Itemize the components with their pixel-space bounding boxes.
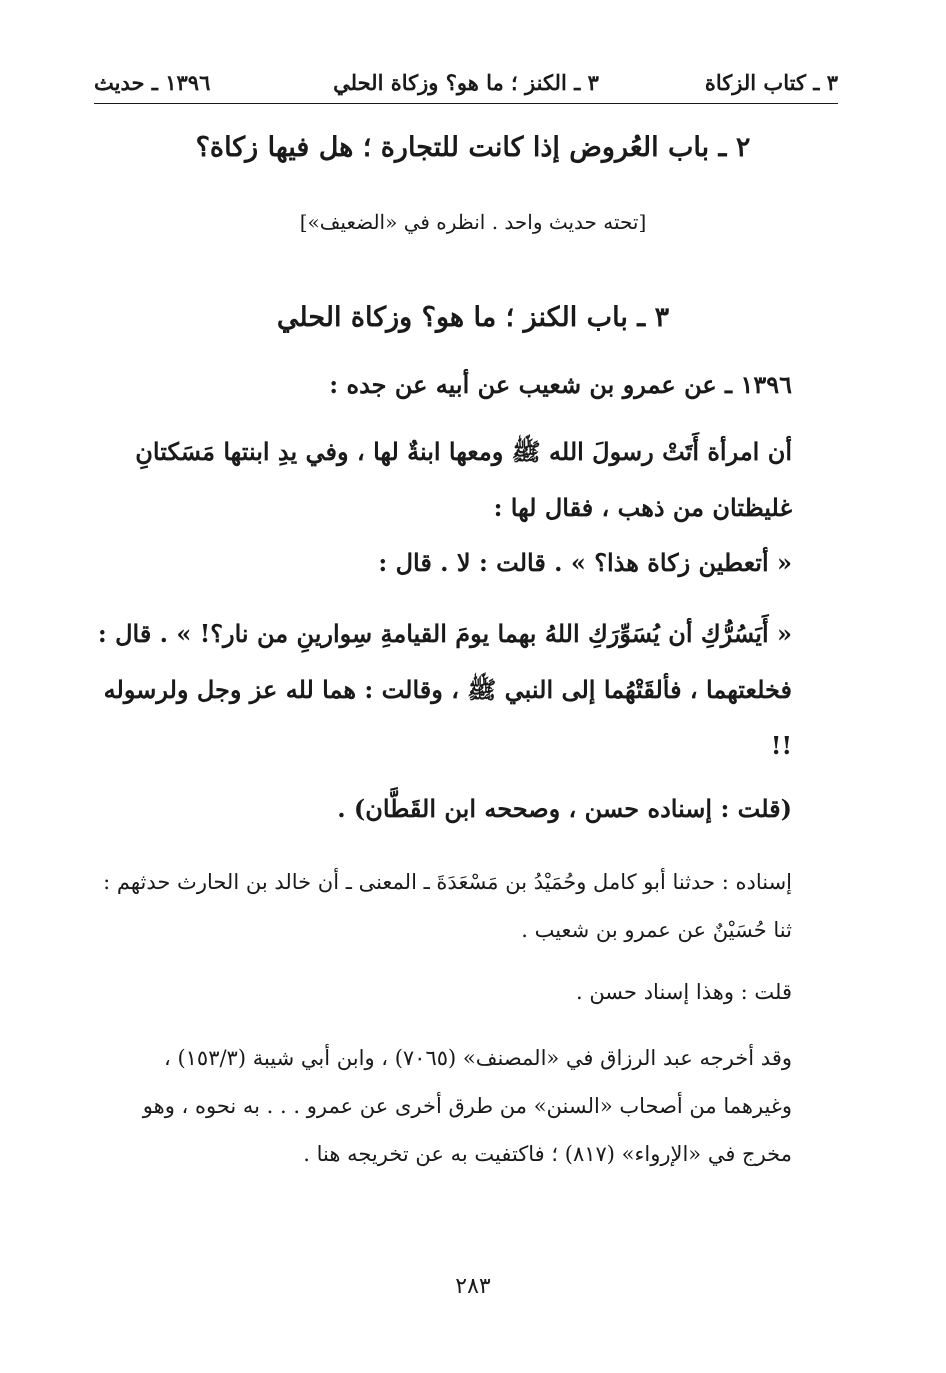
header-chapter: ٣ ـ كتاب الزكاة (704, 69, 838, 95)
header-section: ٣ ـ الكنز ؛ ما هو؟ وزكاة الحلي (333, 69, 599, 95)
header-hadith-number: ١٣٩٦ ـ حديث (94, 69, 211, 95)
running-header (94, 62, 838, 102)
hadith-text-3: « أَيَسُرُّكِ أن يُسَوِّرَكِ اللهُ بهما يومَ القيامةِ سِوارينِ من نار؟! » . قال : فخلعتهما ، فألقَتْهُما إلى النبي ﷺ ، وقالت : هما لله عز وجل ولرسوله !! (97, 619, 792, 760)
section-2-title: ٢ ـ باب العُروض إذا كانت للتجارة ؛ هل فيها زكاة؟ (195, 132, 751, 163)
section-3-title: ٣ ـ باب الكنز ؛ ما هو؟ وزكاة الحلي (276, 302, 670, 333)
takhrij-paragraph: وقد أخرجه عبد الرزاق في «المصنف» (٧٠٦٥) ، وابن أبي شيبة (١٥٣/٣) ، وغيرهما من أصحاب «السنن» من طرق أخرى عن عمرو . . . به نحوه ، وهو مخرج في «الإرواء» (٨١٧) ؛ فاكتفيت به عن تخريجه هنا . (142, 1046, 792, 1166)
hadith-text-2: « أتعطين زكاة هذا؟ » . قالت : لا . قال : (378, 548, 792, 577)
isnad-paragraph: إسناده : حدثنا أبو كامل وحُمَيْدُ بن مَسْعَدَةَ ـ المعنى ـ أن خالد بن الحارث حدثهم : ثنا حُسَيْنٌ عن عمرو بن شعيب . (103, 870, 792, 942)
grade-line: قلت : وهذا إسناد حسن . (575, 980, 792, 1004)
hadith-intro: ١٣٩٦ ـ عن عمرو بن شعيب عن أبيه عن جده : (329, 370, 792, 399)
header-rule (94, 103, 838, 104)
hadith-text-1: أن امرأة أَتَتْ رسولَ الله ﷺ ومعها ابنةٌ لها ، وفي يدِ ابنتها مَسَكتانِ غليظتان من ذهب ، فقال لها : (135, 437, 792, 522)
section-2-note: [تحته حديث واحد . انظره في «الضعيف»] (299, 210, 647, 234)
page-number: ٢٨٣ (455, 1274, 491, 1299)
grading-note: (قلت : إسناده حسن ، وصححه ابن القَطَّان) . (337, 794, 792, 823)
